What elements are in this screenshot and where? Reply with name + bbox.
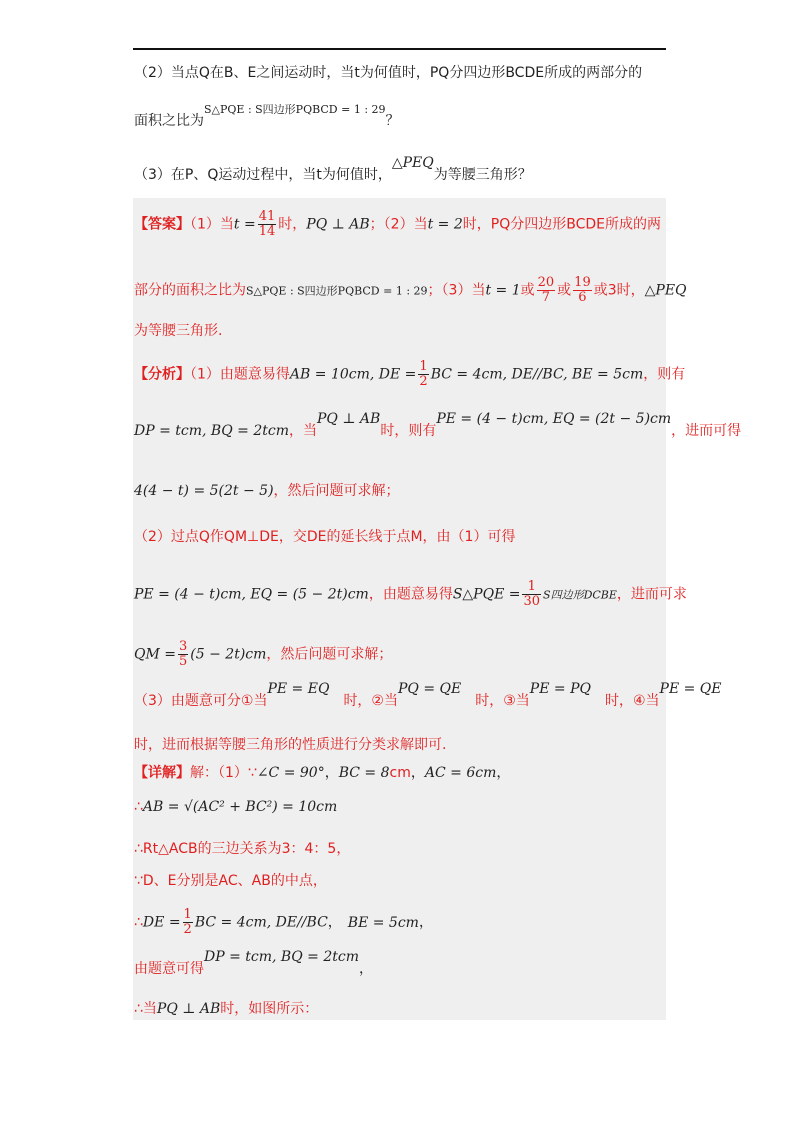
detail-text: ∴当 xyxy=(134,1001,157,1017)
detail-text: 时，如图所示： xyxy=(220,1001,319,1017)
fraction-denominator: 2 xyxy=(183,922,192,937)
detail-fraction-1-2 xyxy=(183,908,193,937)
detail-text: 解：（1）∵ xyxy=(190,765,257,781)
analysis-math: S△PQE = xyxy=(452,586,521,603)
answer-math: t = 2 xyxy=(427,216,463,233)
analysis-text: 时，④当 xyxy=(604,693,660,709)
detail-text: ∵D、E分别是AC、AB的中点， xyxy=(134,873,327,889)
analysis-math: PE = PQ xyxy=(529,681,591,697)
fraction-numerator: 3 xyxy=(179,639,188,654)
fraction-numerator: 1 xyxy=(419,359,428,374)
analysis-text: 时，②当 xyxy=(343,693,398,709)
answer-text: ；（3）当 xyxy=(427,282,486,299)
detail-line-3 xyxy=(134,840,350,858)
answer-math: △PEQ xyxy=(644,282,687,299)
analysis-text: （2）过点Q作QM⊥DE，交DE的延长线于点M，由（1）可得 xyxy=(134,529,516,545)
detail-text: 由题意可得 xyxy=(134,961,204,977)
analysis-math: PQ ⊥ AB xyxy=(316,411,381,427)
fraction-numerator: 1 xyxy=(522,580,541,595)
analysis-text: ，然后问题可求解； xyxy=(266,646,393,663)
fraction-denominator: 7 xyxy=(541,290,551,305)
detail-tag: 【详解】 xyxy=(134,765,190,781)
answer-math: PQ ⊥ AB xyxy=(306,216,370,233)
analysis-math: S四边形DCBE xyxy=(543,588,617,602)
detail-text: ∴Rt△ACB的三边关系为3：4：5， xyxy=(134,841,351,857)
fraction-numerator: 19 xyxy=(574,275,591,290)
analysis-text: （3）由题意可分①当 xyxy=(134,693,268,709)
analysis-text: （1）由题意易得 xyxy=(190,366,290,383)
answer-text: 时， xyxy=(278,216,307,233)
analysis-math: PE = (4 − t)cm, EQ = (5 − 2t)cm xyxy=(134,586,369,603)
answer-text: 或 xyxy=(520,282,535,299)
detail-math: AB = √(AC² + BC²) = 10cm xyxy=(142,799,338,815)
analysis-fraction-1-2 xyxy=(418,360,428,389)
answer-math: t = 1 xyxy=(485,282,521,299)
answer-text: 部分的面积之比为 xyxy=(134,282,246,299)
answer-text: 时，PQ分四边形BCDE所成的两 xyxy=(462,216,661,233)
fraction-denominator: 14 xyxy=(258,224,276,239)
analysis-fraction-1-30 xyxy=(522,580,541,609)
analysis-math: PE = EQ xyxy=(267,681,330,697)
answer-fraction-19-6 xyxy=(573,276,592,305)
analysis-text: 时，③当 xyxy=(475,693,530,709)
answer-line-2 xyxy=(134,276,687,305)
analysis-line-1 xyxy=(134,360,685,389)
detail-line-7 xyxy=(134,1000,318,1018)
analysis-text: ，进而可求 xyxy=(616,586,687,603)
detail-math: DE = xyxy=(142,914,181,931)
fraction-denominator: 6 xyxy=(578,290,587,305)
analysis-text: ，然后问题可求解； xyxy=(273,483,400,499)
detail-math: DP = tcm, BQ = 2tcm xyxy=(204,949,359,965)
detail-text: cm xyxy=(389,765,411,781)
detail-text: ∴ xyxy=(134,914,143,931)
analysis-line-6 xyxy=(134,640,392,669)
fraction-numerator: 41 xyxy=(258,209,276,224)
detail-math: BC = 8 xyxy=(338,765,390,781)
detail-math: PQ ⊥ AB xyxy=(156,1001,221,1017)
header-rule xyxy=(133,48,666,50)
analysis-line-3 xyxy=(134,482,400,500)
detail-math: ∠C = 90° xyxy=(256,765,325,781)
analysis-math: BC = 4cm, DE//BC, BE = 5cm xyxy=(430,366,644,383)
q2-text-2: 面积之比为 xyxy=(134,113,204,129)
answer-text: 或 xyxy=(557,282,572,299)
detail-text: ∴ xyxy=(134,799,143,815)
analysis-math: DP = tcm, BQ = 2tcm xyxy=(134,423,289,439)
analysis-math: (5 − 2t)cm xyxy=(190,646,267,663)
answer-text: （1）当 xyxy=(190,216,234,233)
answer-text: 或3时， xyxy=(593,282,645,299)
analysis-line-2 xyxy=(134,411,742,440)
answer-line-3 xyxy=(134,322,222,340)
analysis-text: 时，则有 xyxy=(380,423,437,439)
analysis-text: ，则有 xyxy=(643,366,686,383)
analysis-fraction-3-5 xyxy=(178,640,188,669)
q3-text-2: 为等腰三角形？ xyxy=(433,167,532,183)
answer-tag: 【答案】 xyxy=(134,216,190,233)
question-2-line-1 xyxy=(134,64,642,82)
analysis-math: PQ = QE xyxy=(398,681,462,697)
fraction-numerator: 1 xyxy=(183,907,192,922)
analysis-math: QM = xyxy=(134,646,176,663)
analysis-text: ，当 xyxy=(288,423,317,439)
analysis-tag: 【分析】 xyxy=(134,366,190,383)
analysis-line-7 xyxy=(134,681,722,710)
fraction-numerator: 20 xyxy=(537,275,555,290)
answer-math: t = xyxy=(233,216,256,233)
detail-line-2 xyxy=(134,798,337,816)
analysis-line-8 xyxy=(134,736,446,754)
q3-math: △PEQ xyxy=(391,155,434,171)
q2-text: （2）当点Q在B、E之间运动时，当t为何值时，PQ分四边形BCDE所成的两部分的 xyxy=(134,65,643,81)
detail-line-6: 由题意可得DP = tcm, BQ = 2tcm， xyxy=(134,949,373,977)
analysis-math: PE = QE xyxy=(659,681,722,697)
fraction-denominator: 2 xyxy=(419,374,428,389)
detail-line-1: 【详解】解：（1）∵∠C = 90°，BC = 8cm，AC = 6cm， xyxy=(134,765,511,781)
detail-math: AC = 6cm xyxy=(424,765,497,781)
answer-line-1 xyxy=(134,210,661,239)
answer-text: 为等腰三角形. xyxy=(134,323,223,339)
fraction-denominator: 5 xyxy=(179,654,188,669)
q2-text-3: ？ xyxy=(385,113,400,129)
q3-text: （3）在P、Q运动过程中，当t为何值时， xyxy=(134,167,392,183)
analysis-text: ，进而可得 xyxy=(671,423,742,439)
detail-math: BC = 4cm, DE//BC xyxy=(194,914,328,931)
analysis-math: AB = 10cm, DE = xyxy=(289,366,417,383)
analysis-line-5 xyxy=(134,580,687,609)
question-3-line xyxy=(134,155,532,184)
detail-math: BE = 5cm xyxy=(347,914,419,931)
fraction-denominator: 30 xyxy=(523,594,541,609)
analysis-text: ，由题意易得 xyxy=(368,586,453,603)
detail-line-5: ∴DE = $\frac{1}{2}$ BC = 4cm, DE//BC， BE = 5cm， xyxy=(134,907,433,937)
analysis-math: 4(4 − t) = 5(2t − 5) xyxy=(134,483,274,499)
answer-math: S△PQE : S四边形PQBCD = 1 : 29 xyxy=(246,284,428,298)
analysis-math: PE = (4 − t)cm, EQ = (2t − 5)cm xyxy=(436,411,672,427)
detail-line-4 xyxy=(134,872,327,890)
answer-text: ；（2）当 xyxy=(369,216,428,233)
analysis-text: 时，进而根据等腰三角形的性质进行分类求解即可. xyxy=(134,737,447,753)
q2-ratio-math: S△PQE : S四边形PQBCD = 1 : 29 xyxy=(204,103,386,116)
answer-fraction-20-7 xyxy=(537,276,556,305)
answer-fraction-41-14 xyxy=(258,210,277,239)
analysis-line-4 xyxy=(134,528,515,546)
